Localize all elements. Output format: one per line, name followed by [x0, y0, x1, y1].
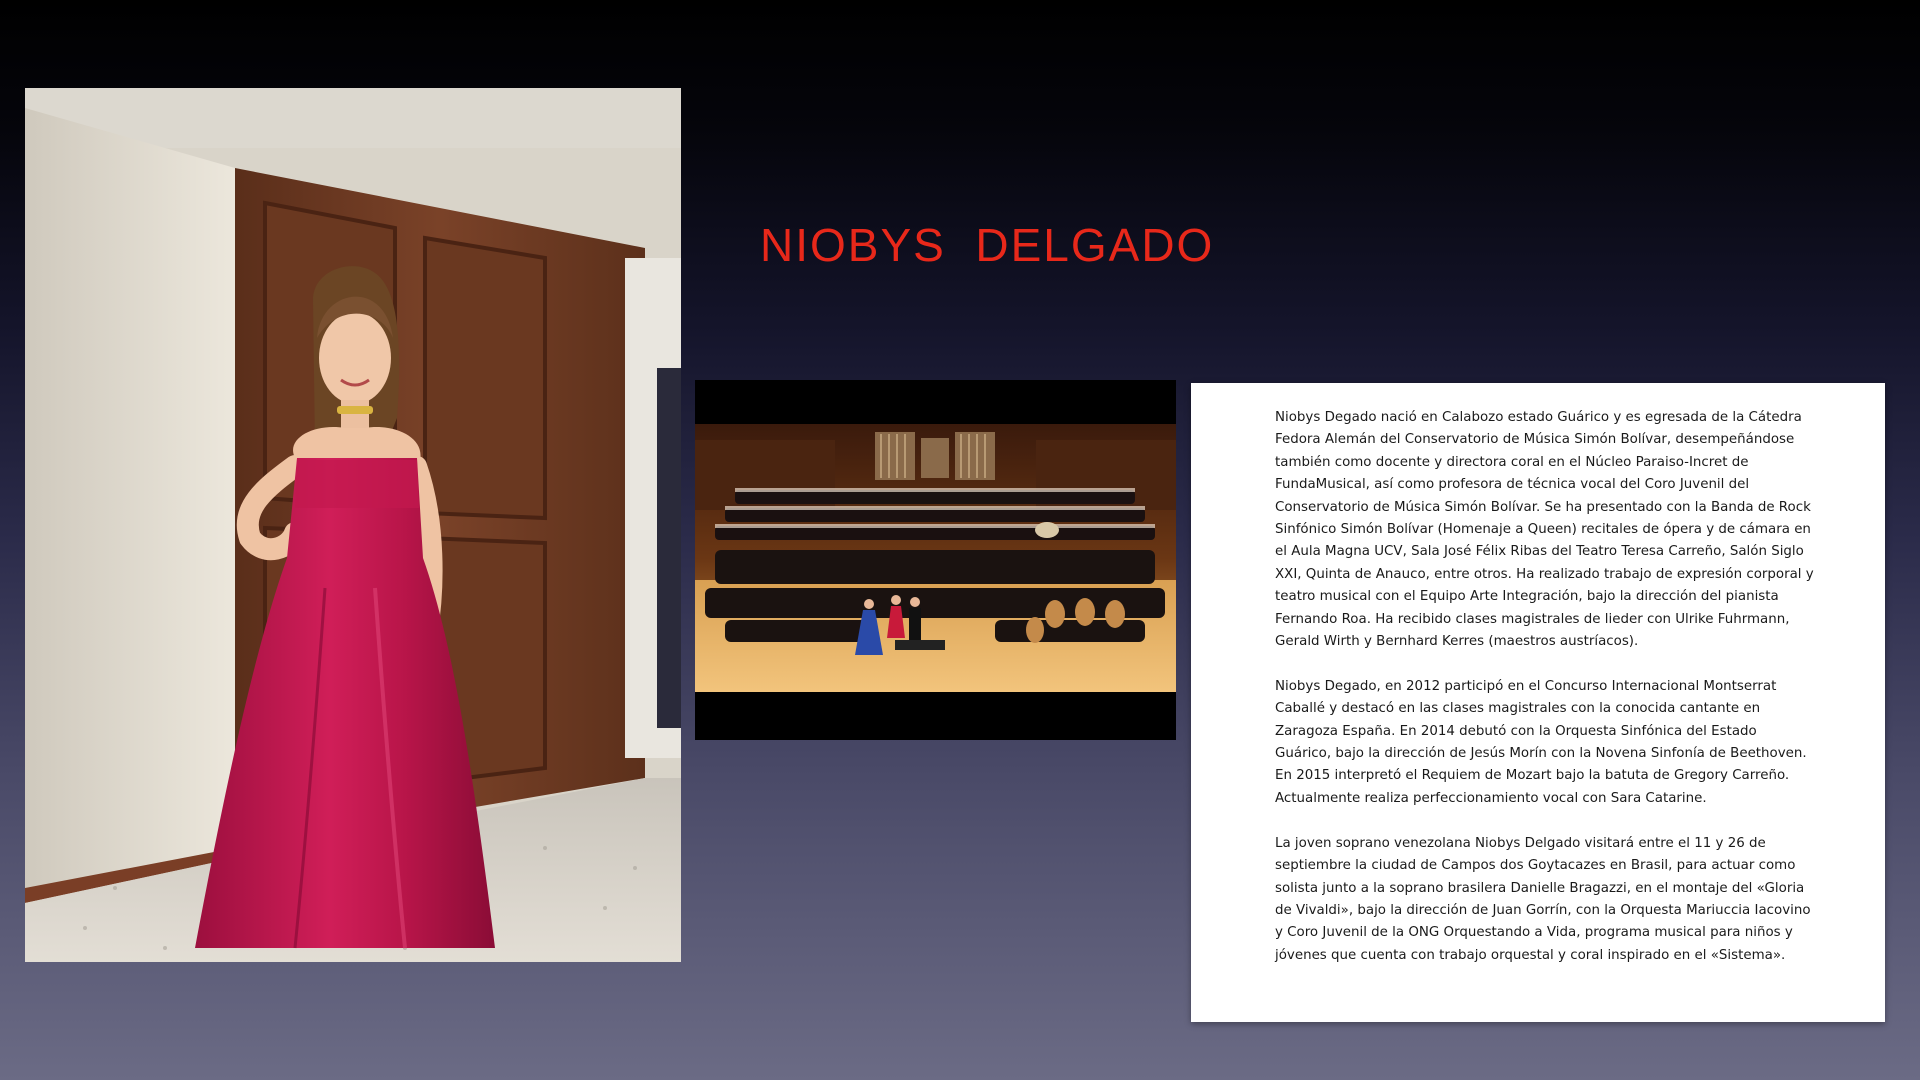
document-paragraph-1: Niobys Degado nació en Calabozo estado Guárico y es egresada de la Cátedra Fedora Alemán del Conservatorio de Música Simón Bolívar, desempeñándose también como docente y directora coral en el Núcleo Paraiso-Incret de FundaMusical, así como profesora de técnica vocal del Coro Juvenil del Conservatorio de Música Simón Bolívar. Se ha presentado con la Banda de Rock Sinfónico Simón Bolívar (Homenaje a Queen) recitales de ópera y de cámara en el Aula Magna UCV, Sala José Félix Ribas del Teatro Teresa Carreño, Salón Siglo XXI, Quinta de Anauco, entre otros. Ha realizado trabajo de expresión corporal y teatro musical con el Equipo Arte Integración, bajo la dirección del pianista Fernando Roa. Ha recibido clases magistrales de lieder con Ulrike Fuhrmann, Gerald Wirth y Bernhard Kerres (maestros austríacos).	[1275, 410, 1814, 650]
soprano-portrait-photo	[25, 88, 681, 962]
page-title: NIOBYS DELGADO	[760, 219, 1215, 271]
document-paragraph-3: La joven soprano venezolana Niobys Delgado visitará entre el 11 y 26 de septiembre la ciudad de Campos dos Goytacazes en Brasil, para actuar como solista junto a la soprano brasilera Danielle Bragazzi, en el montaje del «Gloria de Vivaldi», bajo la dirección de Juan Gorrín, con la Orquesta Mariuccia Iacovino y Coro Juvenil de la ONG Orquestando a Vida, programa musical para niños y jóvenes que cuenta con trabajo orquestal y coral inspirado en el «Sistema».	[1275, 835, 1811, 963]
concert-video-frame[interactable]	[695, 380, 1176, 740]
document-paragraph-2: Niobys Degado, en 2012 participó en el Concurso Internacional Montserrat Caballé y destacó en las clases magistrales con la conocida cantante en Zaragoza España. En 2014 debutó con la Orquesta Sinfónica del Estado Guárico, bajo la dirección de Jesús Morín con la Novena Sinfonía de Beethoven. En 2015 interpretó el Requiem de Mozart bajo la batuta de Gregory Carreño. Actualmente realiza perfeccionamiento vocal con Sara Catarine.	[1275, 678, 1807, 806]
concert-hall-orchestra-photo	[695, 380, 1176, 740]
portrait-photo	[25, 88, 681, 962]
document-body[interactable]	[1275, 407, 1815, 967]
document-page[interactable]	[1191, 383, 1885, 1022]
